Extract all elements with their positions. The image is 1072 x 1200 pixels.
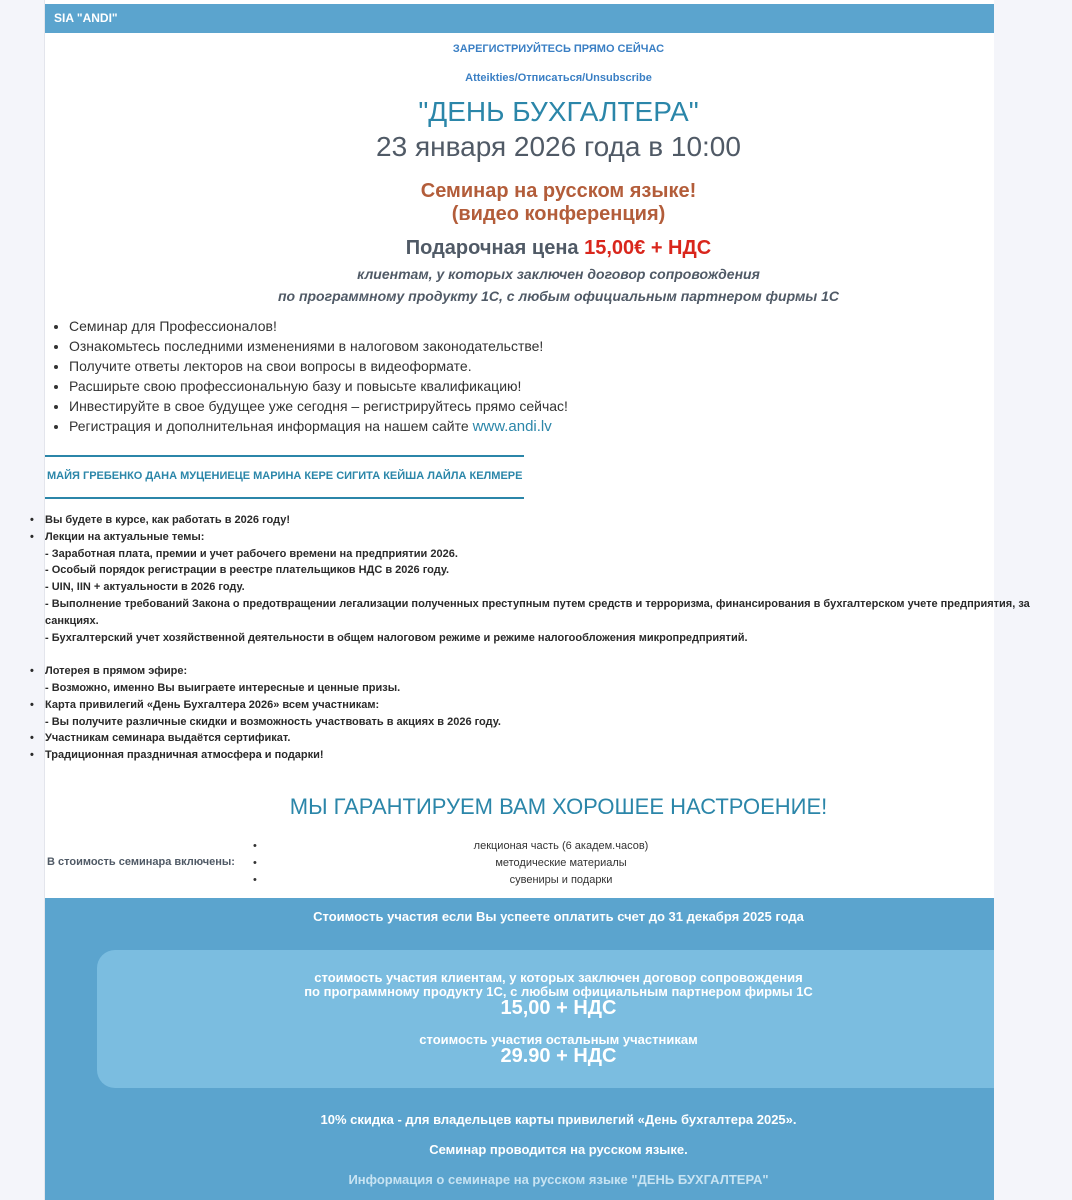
registration-text: Регистрация и дополнительная информация на нашем сайте	[69, 418, 469, 434]
list-item: • Карта привилегий «День Бухгалтера 2026» всем участникам:	[30, 698, 380, 711]
detail-subitem: - Вы получите различные скидки и возможность участвовать в акциях в 2026 году.	[45, 715, 501, 728]
lecturers-names: МАЙЯ ГРЕБЕНКО ДАНА МУЦЕНИЕЦЕ МАРИНА КЕРЕ СИГИТА КЕЙША ЛАЙЛА КЕЛМЕРЕ	[47, 470, 523, 482]
event-title: "ДЕНЬ БУХГАЛТЕРА"	[418, 96, 699, 127]
benefits-list	[69, 316, 568, 437]
list-item: • Участникам семинара выдаётся сертификат.	[30, 732, 291, 745]
list-item: • Инвестируйте в свое будущее уже сегодня – регистрируйтесь прямо сейчас!	[69, 396, 568, 416]
included-item-text: методические материалы	[495, 857, 627, 869]
clients-line-2: по программному продукту 1С, с любым официальным партнером фирмы 1С	[277, 288, 840, 304]
list-item: • Традиционная праздничная атмосфера и подарки!	[30, 749, 324, 762]
clients-price-line-1: стоимость участия клиентам, у которых заключен договор сопровождения	[314, 970, 803, 985]
included-label: В стоимость семинара включены:	[47, 856, 235, 868]
detail-text: Лотерея в прямом эфире:	[45, 665, 188, 678]
seminar-language-note	[45, 180, 1072, 226]
detail-text: Карта привилегий «День Бухгалтера 2026» всем участникам:	[45, 698, 380, 711]
detail-subitem: - UIN, IIN + актуальности в 2026 году.	[45, 581, 245, 594]
email-body	[30, 0, 1030, 1200]
gift-price-value: 15,00€ + НДС	[584, 237, 712, 259]
detail-subitem: - Заработная плата, премии и учет рабочего времени на предприятии 2026.	[45, 547, 458, 560]
gift-price	[45, 237, 1072, 260]
others-price-value: 29.90 + НДС	[500, 1045, 617, 1067]
site-link[interactable]: www.andi.lv	[472, 418, 552, 435]
list-item: • Вы будете в курсе, как работать в 2026 году!	[30, 514, 290, 526]
divider	[45, 497, 524, 499]
list-item: • Лотерея в прямом эфире:	[30, 665, 188, 678]
detail-text: Традиционная праздничная атмосфера и подарки!	[45, 749, 324, 762]
detail-text: Лекции на актуальные темы:	[45, 530, 205, 543]
detail-text: Вы будете в курсе, как работать в 2026 году!	[45, 514, 290, 526]
detail-subitem: - Особый порядок регистрации в реестре плательщиков НДС в 2026 году.	[45, 564, 450, 577]
detail-subitem: - Выполнение требований Закона о предотвращении легализации полученных преступным путем средств и терроризма, финансирования в бухгалтерском учете предприятия, за	[45, 597, 1030, 610]
detail-subitem: - Возможно, именно Вы выиграете интересные и ценные призы.	[45, 681, 401, 694]
discount-note: 10% скидка - для владельцев карты привилегий «День бухгалтера 2025».	[320, 1112, 797, 1127]
included-item-text: сувениры и подарки	[509, 874, 613, 886]
event-datetime: 23 января 2026 года в 10:00	[376, 131, 741, 162]
gift-price-label: Подарочная цена	[405, 237, 579, 259]
others-price-label: стоимость участия остальным участникам	[419, 1032, 698, 1047]
clients-price-value: 15,00 + НДС	[500, 997, 617, 1019]
included-item-text: лекционая часть (6 академ.часов)	[473, 840, 649, 852]
company-header-bar	[45, 4, 994, 33]
included-list	[241, 838, 881, 889]
list-item: • лекционая часть (6 академ.часов)	[253, 840, 649, 852]
list-item: • Семинар для Профессионалов!	[69, 316, 568, 336]
pricing-title: Стоимость участия если Вы успеете оплатить счет до 31 декабря 2025 года	[313, 909, 804, 924]
clients-price-line-2: по программному продукту 1С, с любым официальным партнером фирмы 1С	[304, 984, 813, 999]
detail-subitem: - Бухгалтерский учет хозяйственной деятельности в общем налоговом режиме и режиме налогообложения микропредприятий.	[45, 631, 748, 644]
list-item: • Ознакомьтесь последними изменениями в налоговом законодательстве!	[69, 336, 568, 356]
program-details	[30, 512, 1030, 764]
language-note: Семинар проводится на русском языке.	[429, 1142, 688, 1157]
detail-text: Участникам семинара выдаётся сертификат.	[45, 732, 291, 745]
list-item: • сувениры и подарки	[253, 874, 613, 886]
list-item: • Расширьте свою профессиональную базу и повысьте квалификацию!	[69, 376, 568, 396]
pricing-panel	[45, 898, 994, 1200]
seminar-info-link[interactable]: Информация о семинаре на русском языке "ДЕНЬ БУХГАЛТЕРА"	[348, 1172, 769, 1187]
seminar-line-2: (видео конференция)	[451, 203, 666, 225]
detail-subitem: санкциях.	[45, 614, 99, 627]
divider	[45, 455, 524, 457]
unsubscribe-link[interactable]: Atteikties/Отписаться/Unsubscribe	[465, 72, 652, 84]
list-item: • Лекции на актуальные темы:	[30, 530, 205, 543]
list-item	[69, 416, 568, 437]
clients-line-1: клиентам, у которых заключен договор сопровождения	[357, 266, 760, 282]
seminar-line-1: Семинар на русском языке!	[420, 180, 697, 202]
list-item: • методические материалы	[253, 857, 627, 869]
spacer	[45, 646, 1005, 663]
list-item: • Получите ответы лекторов на свои вопросы в видеоформате.	[69, 356, 568, 376]
register-now-link[interactable]: ЗАРЕГИСТРИУЙТЕСЬ ПРЯМО СЕЙЧАС	[452, 43, 665, 55]
company-name: SIA "ANDI"	[54, 11, 118, 25]
clients-condition	[45, 263, 1072, 307]
pricing-inner-card	[97, 950, 994, 1088]
mood-heading: МЫ ГАРАНТИРУЕМ ВАМ ХОРОШЕЕ НАСТРОЕНИЕ!	[289, 794, 828, 819]
